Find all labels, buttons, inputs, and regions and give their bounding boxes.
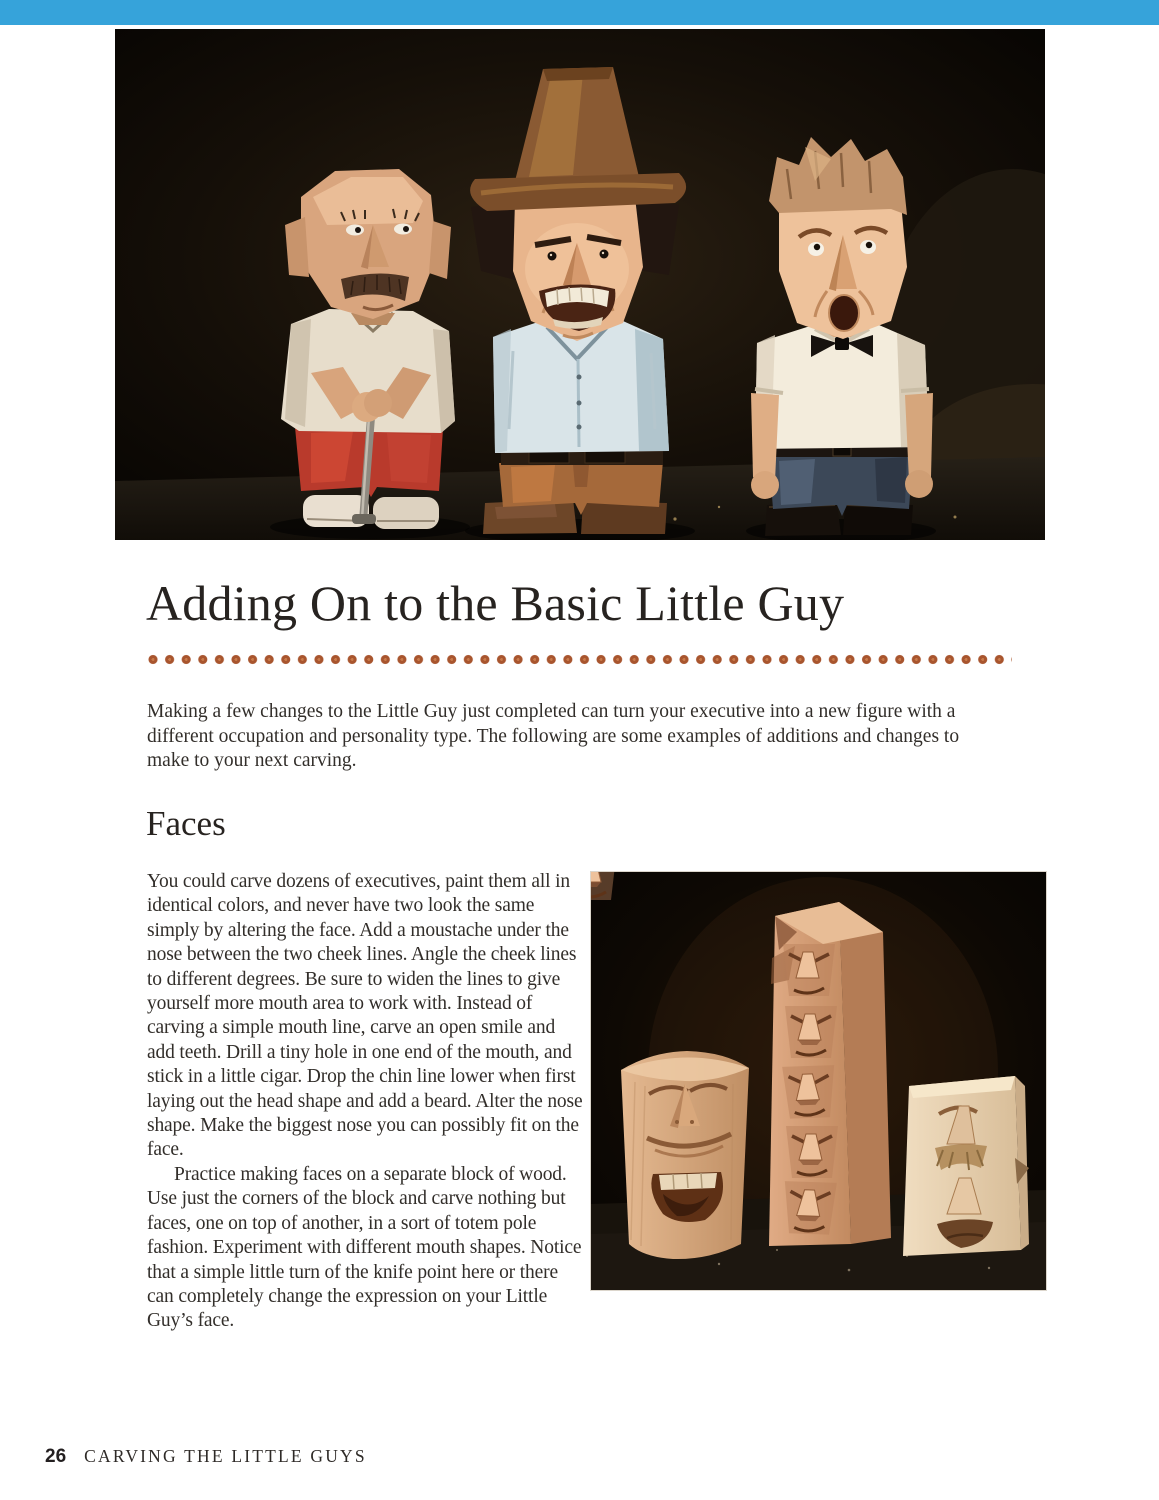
running-title: CARVING THE LITTLE GUYS [84,1446,367,1466]
carved-face-block-large [621,1051,749,1259]
intro-paragraph: Making a few changes to the Little Guy just completed can turn your executive into a new figure with a different occupation and personality type. The following are some examples of additions and changes to make to your next carving. [147,701,960,771]
carved-face-block-small [903,1076,1029,1256]
faces-text-column [147,870,583,1334]
faces-section-heading: Faces [146,804,226,843]
face-blocks-illustration [591,872,1046,1290]
top-accent-bar [0,0,1159,25]
page-title: Adding On to the Basic Little Guy [146,575,845,631]
little-guys-illustration [115,29,1045,540]
faces-paragraph-2: Practice making faces on a separate block of wood. Use just the corners of the block and carve nothing but faces, one on top of another, in a sort of totem pole fashion. Experiment with different mouth shapes. Notice that a simple little turn of the knife point here or there can completely change the expression on your Little Guy’s face. [147,1163,582,1332]
faces-paragraph-1: You could carve dozens of executives, paint them all in identical colors, and never have two look the same simply by altering the face. Add a moustache under the nose between the two cheek lines. Angle the cheek lines to different degrees. Be sure to widen the lines to give yourself more mouth area to work with. Instead of carving a simple mouth line, carve an open smile and add teeth. Drill a tiny hole in one end of the mouth, and stick in a little cigar. Drop the chin line lower when first laying out the head shape and add a beard. Alter the nose shape. Make the biggest nose you can possibly fit on the face. [147,871,583,1161]
dotted-divider [148,654,1012,665]
face-blocks-photo [591,872,1046,1290]
little-guys-photo [115,29,1045,540]
page-footer [45,1446,367,1468]
page-number: 26 [45,1446,67,1467]
